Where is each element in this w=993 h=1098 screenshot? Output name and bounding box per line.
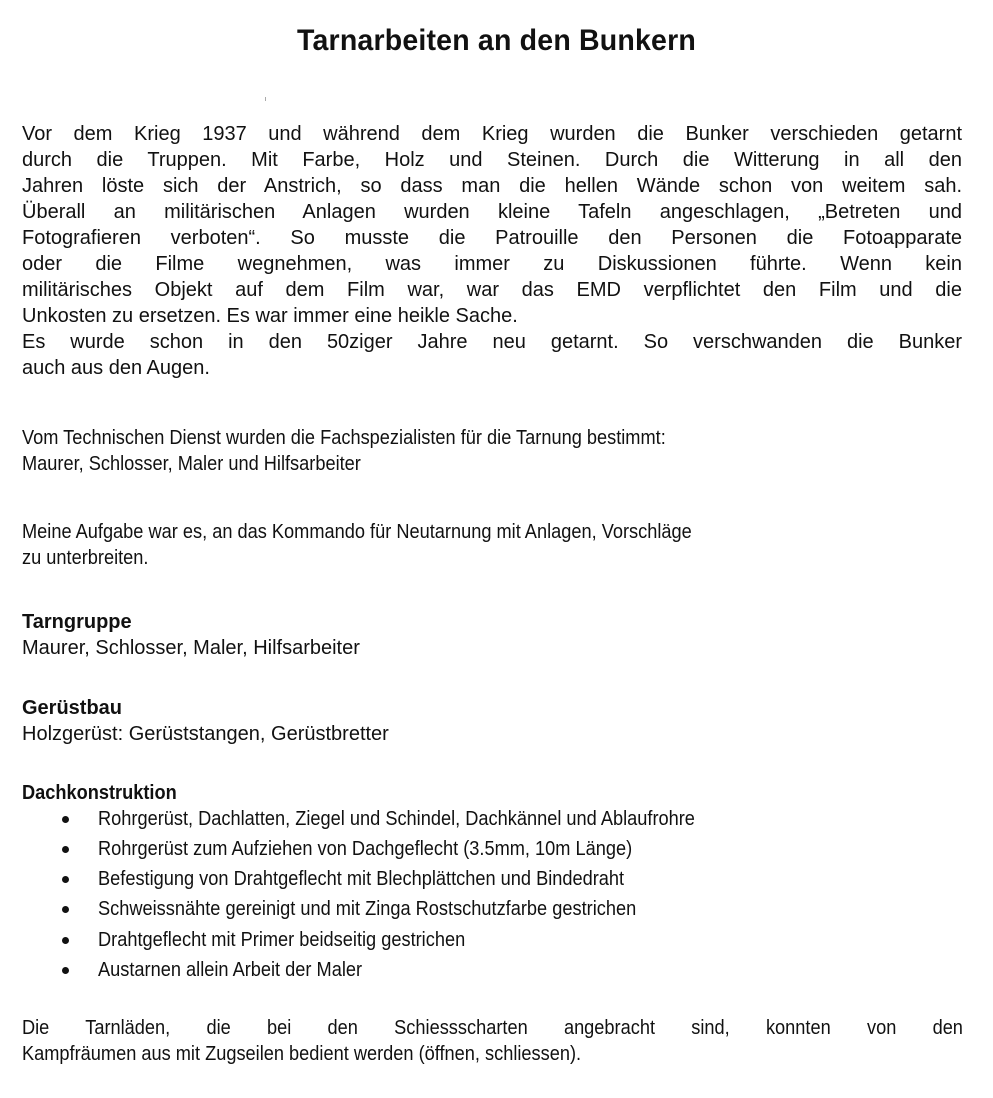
list-item-text: Befestigung von Drahtgeflecht mit Blechplättchen und Bindedraht — [98, 868, 625, 890]
text-line: zu unterbreiten. — [22, 547, 149, 569]
list-item — [22, 867, 962, 891]
text-line: durch die Truppen. Mit Farbe, Holz und Steinen. Durch die Witterung in all den — [22, 149, 962, 171]
section-text: Holzgerüst: Gerüststangen, Gerüstbretter — [22, 723, 389, 745]
bullet-icon — [62, 876, 69, 883]
list-item — [22, 928, 962, 952]
list-item — [22, 897, 962, 921]
list-item-text: Rohrgerüst zum Aufziehen von Dachgeflecht (3.5mm, 10m Länge) — [98, 838, 633, 860]
bullet-icon — [62, 816, 69, 823]
text-line: Die Tarnläden, die bei den Schiessscharten angebracht sind, konnten von den — [22, 1017, 963, 1039]
text-line: Meine Aufgabe war es, an das Kommando für Neutarnung mit Anlagen, Vorschläge — [22, 521, 692, 543]
text-line: Jahren löste sich der Anstrich, so dass man die hellen Wände schon von weitem sah. — [22, 175, 962, 197]
list-item-text: Drahtgeflecht mit Primer beidseitig gestrichen — [98, 929, 466, 951]
list-item-text: Schweissnähte gereinigt und mit Zinga Rostschutzfarbe gestrichen — [98, 898, 637, 920]
list-item-text: Austarnen allein Arbeit der Maler — [98, 959, 363, 981]
text-line: Vor dem Krieg 1937 und während dem Krieg wurden die Bunker verschieden getarnt — [22, 123, 962, 145]
text-line: Fotografieren verboten“. So musste die Patrouille den Personen die Fotoapparate — [22, 227, 962, 249]
text-line: Maurer, Schlosser, Maler und Hilfsarbeiter — [22, 453, 361, 475]
list-item — [22, 807, 962, 831]
section-heading: Gerüstbau — [22, 697, 123, 719]
text-line: Überall an militärischen Anlagen wurden kleine Tafeln angeschlagen, „Betreten und — [22, 201, 962, 223]
text-line: auch aus den Augen. — [22, 357, 210, 379]
list-item-text: Rohrgerüst, Dachlatten, Ziegel und Schindel, Dachkännel und Ablaufrohre — [98, 808, 695, 830]
bullet-icon — [62, 846, 69, 853]
section-text: Maurer, Schlosser, Maler, Hilfsarbeiter — [22, 637, 360, 659]
bullet-icon — [62, 967, 69, 974]
text-line: Unkosten zu ersetzen. Es war immer eine heikle Sache. — [22, 305, 518, 327]
text-line: oder die Filme wegnehmen, was immer zu Diskussionen führte. Wenn kein — [22, 253, 962, 275]
scan-speck — [265, 97, 266, 101]
bullet-icon — [62, 906, 69, 913]
list-item — [22, 958, 962, 982]
text-line: militärisches Objekt auf dem Film war, war das EMD verpflichtet den Film und die — [22, 279, 962, 301]
text-line: Es wurde schon in den 50ziger Jahre neu getarnt. So verschwanden die Bunker — [22, 331, 962, 353]
text-line: Kampfräumen aus mit Zugseilen bedient werden (öffnen, schliessen). — [22, 1043, 582, 1065]
list-item — [22, 837, 962, 861]
section-heading: Tarngruppe — [22, 611, 132, 633]
text-line: Vom Technischen Dienst wurden die Fachspezialisten für die Tarnung bestimmt: — [22, 427, 666, 449]
section-heading: Dachkonstruktion — [22, 782, 177, 804]
bullet-icon — [62, 937, 69, 944]
document-title: Tarnarbeiten an den Bunkern — [297, 24, 696, 57]
